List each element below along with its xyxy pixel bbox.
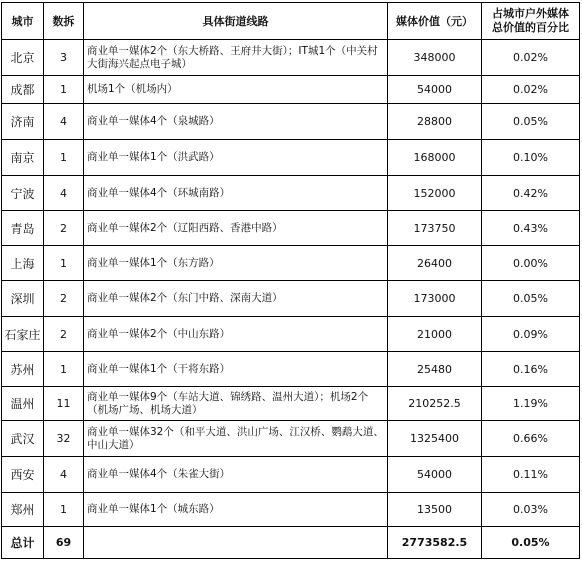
cell-count: 2 (44, 281, 84, 317)
table-row (2, 352, 580, 387)
table-row (2, 387, 580, 421)
cell-value: 25480 (388, 352, 482, 387)
header-detail: 具体街道线路 (84, 3, 388, 40)
cell-detail: 商业单一媒体1个（东方路） (84, 246, 388, 281)
cell-value: 173000 (388, 281, 482, 317)
cell-value: 21000 (388, 317, 482, 352)
cell-value: 168000 (388, 140, 482, 176)
cell-city: 济南 (2, 104, 44, 140)
cell-detail: 商业单一媒体2个（东大桥路、王府井大街）；IT城1个（中关村大街海兴起点电子城） (84, 40, 388, 76)
cell-city: 青岛 (2, 211, 44, 246)
cell-count: 1 (44, 140, 84, 176)
table-body (2, 40, 580, 559)
cell-detail: 商业单一媒体4个（朱雀大街） (84, 457, 388, 493)
table-row (2, 211, 580, 246)
cell-value: 1325400 (388, 421, 482, 457)
cell-count: 11 (44, 387, 84, 421)
cell-city: 温州 (2, 387, 44, 421)
cell-count: 1 (44, 352, 84, 387)
cell-value: 26400 (388, 246, 482, 281)
cell-city: 北京 (2, 40, 44, 76)
cell-city: 武汉 (2, 421, 44, 457)
cell-value: 210252.5 (388, 387, 482, 421)
cell-share: 0.02% (482, 40, 580, 76)
cell-detail: 商业单一媒体4个（泉城路） (84, 104, 388, 140)
cell-detail: 商业单一媒体32个（和平大道、洪山广场、江汉桥、鹦鹉大道、中山大道） (84, 421, 388, 457)
cell-share: 0.05% (482, 281, 580, 317)
total-detail (84, 527, 388, 559)
cell-count: 3 (44, 40, 84, 76)
table-row (2, 246, 580, 281)
table-row (2, 457, 580, 493)
header-value: 媒体价值（元） (388, 3, 482, 40)
table-row (2, 317, 580, 352)
header-count: 数拆 (44, 3, 84, 40)
cell-share: 0.05% (482, 104, 580, 140)
cell-share: 0.66% (482, 421, 580, 457)
cell-share: 0.02% (482, 76, 580, 104)
cell-value: 13500 (388, 493, 482, 527)
cell-city: 成都 (2, 76, 44, 104)
cell-share: 0.16% (482, 352, 580, 387)
header-share-line1: 占城市户外媒体 (492, 7, 569, 20)
cell-detail: 商业单一媒体1个（洪武路） (84, 140, 388, 176)
cell-value: 348000 (388, 40, 482, 76)
table-row (2, 176, 580, 211)
cell-count: 1 (44, 246, 84, 281)
header-city: 城市 (2, 3, 44, 40)
cell-share: 0.03% (482, 493, 580, 527)
table-row (2, 76, 580, 104)
cell-city: 南京 (2, 140, 44, 176)
cell-count: 1 (44, 76, 84, 104)
table-row (2, 104, 580, 140)
cell-share: 0.10% (482, 140, 580, 176)
cell-detail: 商业单一媒体1个（干将东路） (84, 352, 388, 387)
cell-count: 4 (44, 104, 84, 140)
cell-count: 2 (44, 317, 84, 352)
header-row (2, 3, 580, 40)
cell-value: 54000 (388, 457, 482, 493)
cell-value: 28800 (388, 104, 482, 140)
cell-count: 32 (44, 421, 84, 457)
cell-city: 郑州 (2, 493, 44, 527)
cell-share: 0.00% (482, 246, 580, 281)
cell-share: 0.11% (482, 457, 580, 493)
cell-detail: 商业单一媒体2个（东门中路、深南大道） (84, 281, 388, 317)
cell-count: 4 (44, 457, 84, 493)
cell-count: 1 (44, 493, 84, 527)
table-row (2, 40, 580, 76)
table-row (2, 493, 580, 527)
table-container (1, 2, 580, 559)
cell-detail: 商业单一媒体2个（中山东路） (84, 317, 388, 352)
total-share: 0.05% (482, 527, 580, 559)
cell-share: 0.42% (482, 176, 580, 211)
cell-share: 0.43% (482, 211, 580, 246)
media-value-table (1, 2, 580, 559)
table-row (2, 281, 580, 317)
cell-count: 2 (44, 211, 84, 246)
cell-city: 上海 (2, 246, 44, 281)
total-count: 69 (44, 527, 84, 559)
cell-detail: 商业单一媒体2个（辽阳西路、香港中路） (84, 211, 388, 246)
cell-value: 54000 (388, 76, 482, 104)
cell-detail: 商业单一媒体1个（城东路） (84, 493, 388, 527)
total-row (2, 527, 580, 559)
cell-city: 苏州 (2, 352, 44, 387)
cell-city: 西安 (2, 457, 44, 493)
cell-city: 深圳 (2, 281, 44, 317)
cell-detail: 机场1个（机场内） (84, 76, 388, 104)
cell-city: 宁波 (2, 176, 44, 211)
total-value: 2773582.5 (388, 527, 482, 559)
cell-city: 石家庄 (2, 317, 44, 352)
table-row (2, 421, 580, 457)
cell-value: 173750 (388, 211, 482, 246)
cell-share: 1.19% (482, 387, 580, 421)
total-label: 总计 (2, 527, 44, 559)
table-row (2, 140, 580, 176)
cell-detail: 商业单一媒体9个（车站大道、锦绣路、温州大道）；机场2个（机场广场、机场大道） (84, 387, 388, 421)
cell-share: 0.09% (482, 317, 580, 352)
header-share (482, 3, 580, 40)
header-share-line2: 总价值的百分比 (492, 21, 569, 34)
cell-detail: 商业单一媒体4个（环城南路） (84, 176, 388, 211)
cell-value: 152000 (388, 176, 482, 211)
cell-count: 4 (44, 176, 84, 211)
